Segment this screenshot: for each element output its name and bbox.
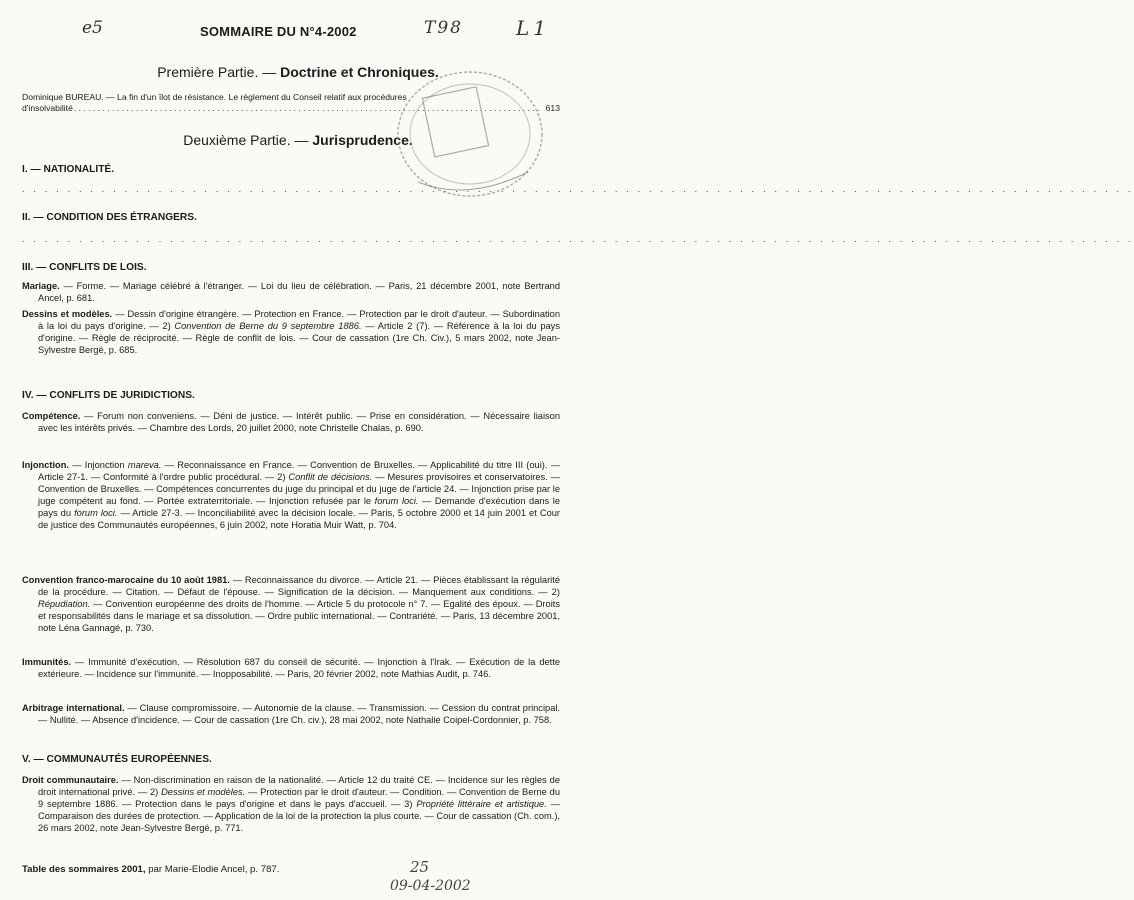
entry-head: Dessins et modèles.: [22, 309, 113, 319]
entry-head: Mariage.: [22, 281, 60, 291]
entry-body: — Forme. — Mariage célébré à l'étranger. — Loi du lieu de célébration. — Paris, 21 décembre 2001, note Bertrand Ancel, p. 681.: [38, 281, 560, 304]
entry-body: — Injonction: [69, 460, 128, 470]
entry-body: — Forum non conveniens. — Déni de justice. — Intérêt public. — Prise en considération. — Nécessaire liaison avec les intérêts privés. — Chambre des Lords, 20 juillet 2000, note Christelle Chalas, p. 690.: [38, 411, 560, 434]
entry-dessins: [22, 308, 560, 356]
entry-italic: Convention de Berne du 9 septembre 1886.: [174, 321, 362, 332]
entry-body: — Article 27-3. — Inconciliabilité avec la décision locale. — Paris, 5 octobre 2000 et 14 juin 2001 et Cour de justice des Communautés européennes, 6 juin 2002, note Horatia Muir Watt, p. 704.: [38, 508, 560, 531]
section-heading-nationalite: I. — NATIONALITÉ.: [22, 164, 115, 175]
entry-arbitrage: [22, 702, 560, 726]
section-heading-conflits-lois: III. — CONFLITS DE LOIS.: [22, 262, 147, 273]
entry-italic: forum loci.: [374, 496, 419, 507]
doctrine-entry-text-cont: d'insolvabilité: [22, 103, 73, 113]
entry-competence: [22, 410, 560, 434]
handwritten-note-top-right-2: L1: [516, 16, 551, 40]
entry-italic: mareva.: [127, 460, 162, 470]
entry-italic: Conflit de décisions.: [288, 472, 373, 483]
entry-italic: forum loci.: [74, 508, 118, 519]
entry-injonction: [22, 459, 560, 532]
entry-body: — Non-discrimination en raison de la nationalité. — Article 12 du traité CE. — Incidence sur les règles de droit international privé. — 2): [38, 775, 560, 798]
entry-head: Injonction.: [22, 460, 69, 470]
section-heading-communautes: V. — COMMUNAUTÉS EUROPÉENNES.: [22, 754, 212, 765]
handwritten-note-bottom-2: 09-04-2002: [390, 878, 471, 894]
entry-mariage: [22, 280, 560, 304]
doctrine-entry-page: 613: [545, 103, 560, 113]
leader-dots-nationalite: . . . . . . . . . . . . . . . . . . . . . . . . . . . . . . . . . . . . . . . . . . . . . . . . . . . . . . . . . . . . . . . . . . . . . . . . . . . . . . . . . . . . . . . . . . . . . . . . . .: [22, 184, 1134, 194]
entry-body: — Immunité d'exécution. — Résolution 687 du conseil de sécurité. — Injonction à l'Irak. — Exécution de la dette extérieure. — Incidence sur l'immunité. — Inopposabilité. — Paris, 20 février 2002, note Mathias Audit, p. 746.: [38, 657, 560, 680]
table-sommaires-body: par Marie-Elodie Ancel, p. 787.: [145, 864, 280, 875]
part-one-label: Première Partie. —: [157, 64, 277, 80]
section-heading-etrangers: II. — CONDITION DES ÉTRANGERS.: [22, 212, 197, 223]
section-heading-conflits-juridictions: IV. — CONFLITS DE JURIDICTIONS.: [22, 390, 195, 401]
entry-body: — Convention européenne des droits de l'homme. — Article 5 du protocole n° 7. — Egalité des époux. — Droits et responsabilités dans le mariage et sa dissolution. — Ordre public international. — Contrariété. — Paris, 13 décembre 2001, note Léna Gannagé, p. 730.: [38, 599, 560, 634]
doctrine-leader-dots: . . . . . . . . . . . . . . . . . . . . . . . . . . . . . . . . . . . . . . . . . . . . . . . . . . . . . . . . . . . . . . . . . . . . . . . . . . . . . . . . . . . . . . . . . . . . . . . . . .: [73, 103, 540, 113]
handwritten-note-bottom-1: 25: [410, 858, 430, 876]
entry-italic: Propriété littéraire et artistique.: [416, 799, 547, 810]
page-title: SOMMAIRE DU N°4-2002: [200, 24, 357, 39]
entry-immunites: [22, 656, 560, 680]
entry-head: Compétence.: [22, 411, 81, 421]
entry-head: Arbitrage international.: [22, 703, 125, 713]
part-two-title: Jurisprudence.: [312, 132, 413, 148]
entry-body: — Protection par le droit d'auteur. — Condition. — Convention de Berne du 9 septembre 1886. — Protection dans le pays d'origine et dans le pays d'accueil. — 3): [38, 787, 560, 810]
entry-droit-communautaire: [22, 774, 560, 834]
table-des-sommaires: [22, 864, 279, 875]
entry-body: — Clause compromissoire. — Autonomie de la clause. — Transmission. — Cession du contrat principal. — Nullité. — Absence d'incidence. — Cour de cassation (1re Ch. civ.), 28 mai 2002, note Nathalie Coipel-Cordonnier, p. 758.: [38, 703, 561, 726]
doctrine-entry-text: Dominique BUREAU. — La fin d'un îlot de résistance. Le règlement du Conseil relatif aux procédures: [22, 92, 407, 102]
entry-body: — Comparaison des durées de protection. — Application de la loi de la protection la plus courte. — Cour de cassation (Ch. com.), 26 mars 2002, note Jean-Sylvestre Bergé, p. 771.: [38, 799, 560, 834]
part-one-title: Doctrine et Chroniques.: [280, 64, 439, 80]
entry-head: Immunités.: [22, 657, 72, 667]
leader-dots-etrangers: . . . . . . . . . . . . . . . . . . . . . . . . . . . . . . . . . . . . . . . . . . . . . . . . . . . . . . . . . . . . . . . . . . . . . . . . . . . . . . . . . . . . . . . . . . . . . . . . . .: [22, 234, 1134, 244]
entry-convention: [22, 574, 560, 634]
entry-body: — Dessin d'origine étrangère. — Protection en France. — Protection par le droit d'auteur. — Subordination à la loi du pays d'origine. — 2): [38, 309, 560, 332]
table-sommaires-head: Table des sommaires 2001,: [22, 864, 146, 875]
entry-italic: Dessins et modèles.: [161, 787, 246, 798]
entry-italic: Répudiation.: [38, 599, 91, 610]
handwritten-note-top-right-1: T98: [424, 18, 463, 38]
entry-body: — Article 2 (7). — Référence à la loi du pays d'origine. — Règle de réciprocité. — Règle de conflit de lois. — Cour de cassation (1re Ch. Civ.), 5 mars 2002, note Jean-Sylvestre Bergé, p. 685.: [38, 321, 560, 356]
part-two-label: Deuxième Partie. —: [183, 132, 309, 148]
entry-body: — Reconnaissance du divorce. — Article 21. — Pièces établissant la régularité de la procédure. — Citation. — Défaut de l'épouse. — Signification de la décision. — Manquement aux conditions. — 2): [38, 575, 560, 598]
entry-head: Droit communautaire.: [22, 775, 119, 785]
entry-head: Convention franco-marocaine du 10 août 1981.: [22, 575, 230, 585]
handwritten-note-top-left: e5: [82, 18, 103, 38]
entry-body: — Reconnaissance en France. — Convention de Bruxelles. — Applicabilité du titre III (oui). — Article 27-1. — Conformité à l'ordre public procédural. — 2): [38, 460, 561, 483]
entry-body: — Demande d'exécution dans le pays du: [38, 496, 560, 519]
entry-body: — Mesures provisoires et conservatoires. — Convention de Bruxelles. — Compétences concurrentes du juge du principal et du juge de l'article 24. — Injonction prise par le juge compétent au fond. — Portée extraterritoriale. — Injonction refusée par le: [38, 472, 560, 507]
